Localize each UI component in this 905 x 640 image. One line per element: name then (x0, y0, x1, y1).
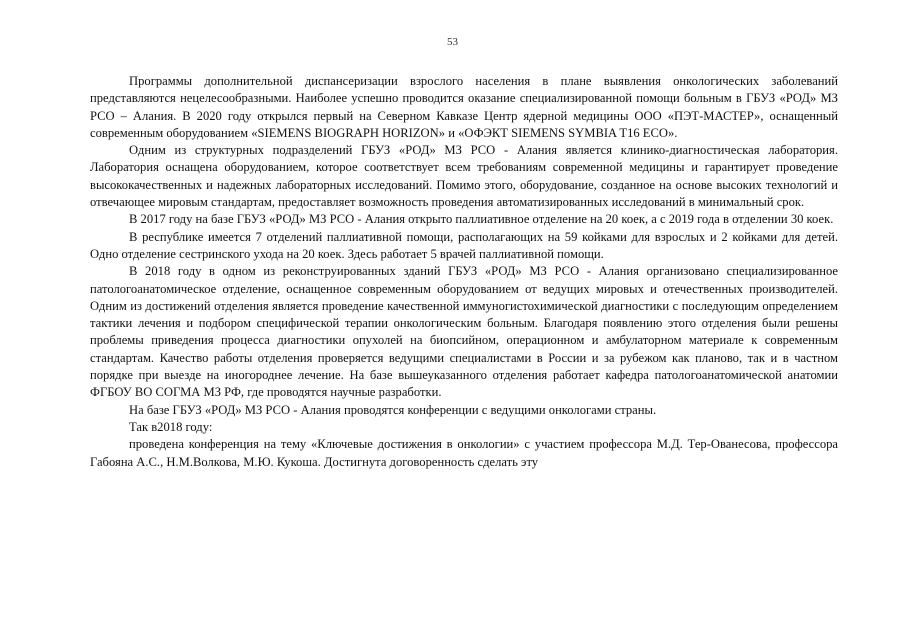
paragraph-pathology-department: В 2018 году в одном из реконструированных зданий ГБУЗ «РОД» МЗ РСО - Алания организовано специализированное патологоанатомическое отделение, оснащенное современным оборудованием от ведущих мировых и отечественных производителей. Одним из достижений отделения является проведение качественной иммуногистохимической диагностики с последующим определением тактики лечения и подбором специфической терапии онкологическим больным. Благодаря появлению этого отделения были решены проблемы приведения процесса диагностики опухолей на биопсийном, операционном и амбулаторном материале к современным стандартам. Качество работы отделения проверяется ведущими специалистами в России и за рубежом как планово, так и в частном порядке при выезде на иногороднее лечение. На базе вышеуказанного отделения работает кафедра патологоанатомической анатомии ФГБОУ ВО СОГМА МЗ РФ, где проводятся научные разработки. (90, 264, 838, 400)
paragraph-palliative-beds: В республике имеется 7 отделений паллиативной помощи, располагающих на 59 койками для взрослых и 2 койками для детей. Одно отделение сестринского ухода на 20 коек. Здесь работает 5 врачей паллиативной помощи. (90, 229, 838, 261)
paragraph-laboratory: Одним из структурных подразделений ГБУЗ «РОД» МЗ РСО - Алания является клинико-диагностическая лаборатория. Лаборатория оснащена оборудованием, которое соответствует всем требованиям современной медицины и гарантирует проведение высококачественных и надежных лабораторных исследований. Помимо этого, оборудование, созданное на основе высоких технологий и отвечающее мировым стандартам, предоставляет возможность проведения автоматизированных исследований в минимальный срок. (90, 143, 838, 210)
body-text (90, 73, 838, 471)
paragraph-year-2018: Так в2018 году: (129, 419, 213, 434)
paragraph-pet-center: Программы дополнительной диспансеризации взрослого населения в плане выявления онкологических заболеваний представляются нецелесообразными. Наиболее успешно проводится оказание специализированной помощи больным в ГБУЗ «РОД» МЗ РСО – Алания. В 2020 году открылся первый на Северном Кавказе Центр ядерной медицины ООО «ПЭТ-МАСТЕР», оснащенный современным оборудованием «SIEMENS BIOGRAPH HORIZON» и «ОФЭКТ SIEMENS SYMBIA T16 ECO». (90, 74, 838, 140)
paragraph-conference-details: проведена конференция на тему «Ключевые достижения в онкологии» с участием профессора М.Д. Тер-Ованесова, профессора Габояна А.С., Н.М.Волкова, М.Ю. Кукоша. Достигнута договоренность сделать эту (90, 437, 838, 469)
paragraph-palliative-department: В 2017 году на базе ГБУЗ «РОД» МЗ РСО - Алания открыто паллиативное отделение на 20 коек, а с 2019 года в отделении 30 коек. (129, 212, 834, 227)
page-number: 53 (447, 36, 458, 48)
paragraph-conferences: На базе ГБУЗ «РОД» МЗ РСО - Алания проводятся конференции с ведущими онкологами страны. (129, 402, 657, 417)
